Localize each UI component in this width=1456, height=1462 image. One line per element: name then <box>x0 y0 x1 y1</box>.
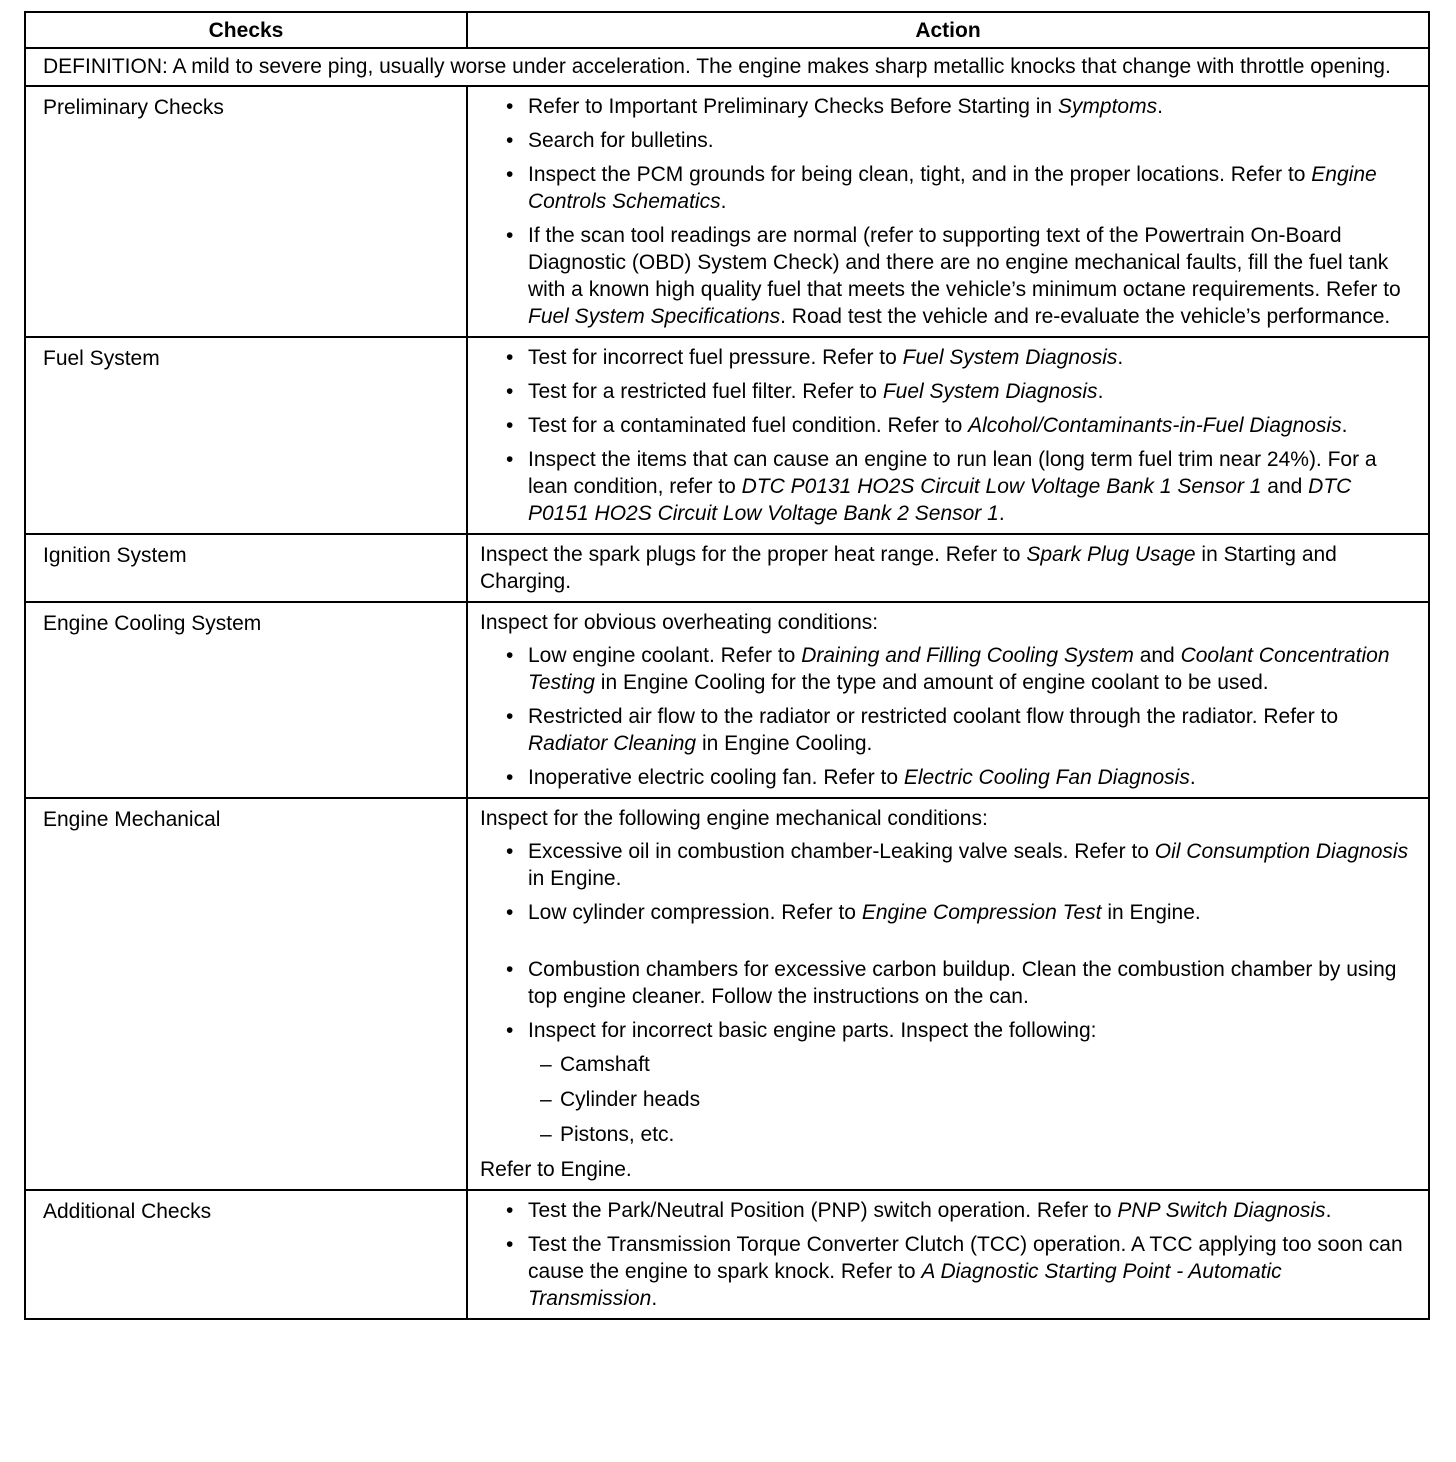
bullet-text: Refer to Important Preliminary Checks Before Starting in <box>528 95 1058 118</box>
checks-column-header: Checks <box>25 12 467 48</box>
action-bullet <box>528 127 1414 154</box>
bullet-text: . <box>1157 95 1163 118</box>
reference-link[interactable]: Spark Plug Usage <box>1026 543 1196 566</box>
diagnostic-document <box>24 11 1428 1320</box>
bullet-text: and <box>1133 644 1181 667</box>
bullet-text: . <box>998 502 1005 525</box>
definition-row <box>25 48 1429 86</box>
header-row <box>25 12 1429 48</box>
engine-parts-list <box>528 1051 1414 1148</box>
bullet-text: Inspect for incorrect basic engine parts. Inspect the following: <box>528 1019 1097 1042</box>
action-bullet <box>528 764 1414 791</box>
action-cell-fuel <box>467 337 1429 534</box>
bullet-text: Low cylinder compression. Refer to <box>528 901 862 924</box>
bullet-text: Low engine coolant. Refer to <box>528 644 802 667</box>
action-text: Inspect the spark plugs for the proper heat range. Refer to <box>480 543 1027 566</box>
action-bullet <box>528 1017 1414 1148</box>
reference-link[interactable]: PNP Switch Diagnosis <box>1117 1199 1326 1222</box>
action-bullet <box>528 899 1414 926</box>
bullet-text: Excessive oil in combustion chamber-Leaking valve seals. Refer to <box>528 840 1155 863</box>
table-row-engine-cooling <box>25 602 1429 798</box>
reference-link[interactable]: Draining and Filling Cooling System <box>801 644 1134 667</box>
bullet-text: Search for bulletins. <box>528 129 714 152</box>
action-bullet <box>528 956 1414 1010</box>
bullet-text: in Engine. <box>528 867 622 890</box>
reference-link[interactable]: Fuel System Diagnosis <box>882 380 1098 403</box>
bullet-text: . <box>1097 380 1104 403</box>
check-label-preliminary: Preliminary Checks <box>25 86 467 337</box>
check-label-additional: Additional Checks <box>25 1190 467 1319</box>
bullet-text: in Engine Cooling for the type and amount of engine coolant to be used. <box>594 671 1269 694</box>
bullet-text: Test for a contaminated fuel condition. Refer to <box>528 414 969 437</box>
bullet-text: Restricted air flow to the radiator or restricted coolant flow through the radiator. Refer to <box>528 705 1339 728</box>
action-bullet <box>528 1231 1414 1312</box>
action-text: in Starting and Charging. <box>480 543 1337 593</box>
bullet-text: If the scan tool readings are normal (refer to supporting text of the Powertrain On-Board Diagnostic (OBD) System Check) and there are no engine mechanical faults, fill the fuel tank with a known high quality fuel that meets the vehicle’s minimum octane requirements. Refer to <box>528 224 1401 301</box>
action-cell-preliminary <box>467 86 1429 337</box>
reference-link[interactable]: Electric Cooling Fan Diagnosis <box>903 766 1190 789</box>
action-intro: Inspect for the following engine mechanical conditions: <box>480 807 988 830</box>
list-item: – Pistons, etc. <box>560 1121 1414 1148</box>
bullet-text: . <box>1325 1199 1332 1222</box>
table-row-additional-checks <box>25 1190 1429 1319</box>
reference-link[interactable]: Fuel System Specifications <box>528 305 781 328</box>
check-label-ignition: Ignition System <box>25 534 467 602</box>
reference-link[interactable]: DTC P0131 HO2S Circuit Low Voltage Bank 1 Sensor 1 <box>741 475 1262 498</box>
table-row-engine-mechanical <box>25 798 1429 1190</box>
spark-knock-diagnostic-table <box>24 11 1430 1320</box>
action-bullet <box>528 446 1414 527</box>
bullet-text: Inspect the PCM grounds for being clean, tight, and in the proper locations. Refer to <box>528 163 1312 186</box>
action-bullet <box>528 412 1414 439</box>
check-label-mechanical: Engine Mechanical <box>25 798 467 1190</box>
action-bullet <box>528 161 1414 215</box>
reference-link[interactable]: Fuel System Diagnosis <box>902 346 1118 369</box>
bullet-text: Inoperative electric cooling fan. Refer to <box>528 766 904 789</box>
bullet-text: Test the Transmission Torque Converter Clutch (TCC) operation. A TCC applying too soon can cause the engine to spark knock. Refer to <box>528 1233 1403 1283</box>
definition-text: DEFINITION: A mild to severe ping, usually worse under acceleration. The engine makes sharp metallic knocks that change with throttle opening. <box>25 48 1429 86</box>
bullet-text: . <box>1117 346 1124 369</box>
bullet-text: Test the Park/Neutral Position (PNP) switch operation. Refer to <box>528 1199 1118 1222</box>
reference-link[interactable]: Engine Compression Test <box>861 901 1102 924</box>
bullet-text: . <box>1341 414 1348 437</box>
action-bullet <box>528 378 1414 405</box>
action-cell-cooling <box>467 602 1429 798</box>
reference-link[interactable]: Engine Controls Schematics <box>528 163 1377 213</box>
action-bullet <box>528 838 1414 892</box>
bullet-text: Test for a restricted fuel filter. Refer to <box>528 380 883 403</box>
bullet-text: and <box>1261 475 1309 498</box>
bullet-text: in Engine Cooling. <box>696 732 873 755</box>
reference-link[interactable]: A Diagnostic Starting Point - Automatic Transmission <box>528 1260 1282 1310</box>
bullet-text: in Engine. <box>1101 901 1201 924</box>
action-bullet <box>528 344 1414 371</box>
bullet-text: Inspect the items that can cause an engine to run lean (long term fuel trim near 24%). For a lean condition, refer to <box>528 448 1377 498</box>
reference-link[interactable]: Radiator Cleaning <box>528 732 697 755</box>
action-bullet <box>528 703 1414 757</box>
bullet-text: Test for incorrect fuel pressure. Refer to <box>528 346 903 369</box>
action-cell-ignition <box>467 534 1429 602</box>
action-cell-mechanical <box>467 798 1429 1190</box>
list-item: – Camshaft <box>560 1051 1414 1078</box>
bullet-text: . <box>651 1287 658 1310</box>
action-bullet <box>528 642 1414 696</box>
check-label-cooling: Engine Cooling System <box>25 602 467 798</box>
reference-link[interactable]: Alcohol/Contaminants-in-Fuel Diagnosis <box>968 414 1342 437</box>
action-cell-additional <box>467 1190 1429 1319</box>
reference-link[interactable]: DTC P0151 HO2S Circuit Low Voltage Bank 2 Sensor 1 <box>528 475 1352 525</box>
table-row-fuel-system <box>25 337 1429 534</box>
table-row-ignition-system <box>25 534 1429 602</box>
action-column-header: Action <box>467 12 1429 48</box>
reference-link[interactable]: Symptoms <box>1057 95 1158 118</box>
action-bullet <box>528 93 1414 120</box>
bullet-text: . Road test the vehicle and re-evaluate the vehicle’s performance. <box>780 305 1391 328</box>
list-item: – Cylinder heads <box>560 1086 1414 1113</box>
action-intro: Inspect for obvious overheating conditions: <box>480 611 879 634</box>
table-row-preliminary-checks <box>25 86 1429 337</box>
action-outro: Refer to Engine. <box>480 1158 632 1181</box>
action-bullet <box>528 222 1414 330</box>
reference-link[interactable]: Oil Consumption Diagnosis <box>1154 840 1409 863</box>
bullet-text: . <box>1189 766 1196 789</box>
bullet-text: . <box>720 190 727 213</box>
action-bullet <box>528 1197 1414 1224</box>
bullet-text: Combustion chambers for excessive carbon buildup. Clean the combustion chamber by using top engine cleaner. Follow the instructions on the can. <box>528 958 1397 1008</box>
check-label-fuel: Fuel System <box>25 337 467 534</box>
reference-link[interactable]: Coolant Concentration Testing <box>528 644 1390 694</box>
